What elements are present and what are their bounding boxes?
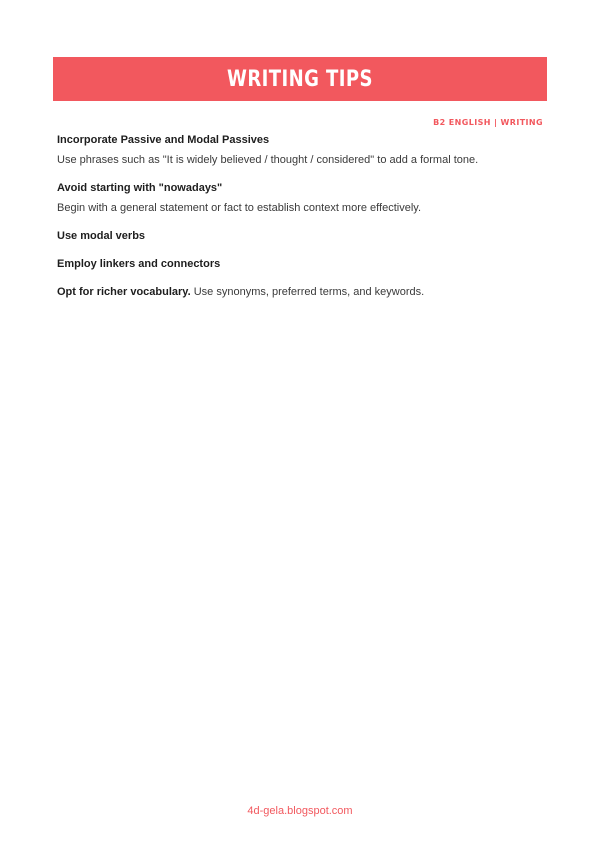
footer-link[interactable]: 4d-gela.blogspot.com — [247, 805, 353, 817]
tip-linkers — [57, 256, 547, 272]
tip-inline — [57, 284, 547, 300]
tip-vocabulary — [57, 284, 547, 300]
tip-heading: Use modal verbs — [57, 230, 146, 242]
tip-body: Use phrases such as "It is widely believed / thought / considered" to add a formal tone. — [57, 154, 479, 166]
page-title: WRITING TIPS — [227, 66, 373, 92]
tips-list — [57, 132, 547, 300]
tip-modal-verbs — [57, 228, 547, 244]
tip-heading: Incorporate Passive and Modal Passives — [57, 134, 270, 146]
tip-body: Begin with a general statement or fact to establish context more effectively. — [57, 202, 422, 214]
tip-heading: Avoid starting with "nowadays" — [57, 182, 223, 194]
tip-passive — [57, 132, 547, 168]
tip-heading: Opt for richer vocabulary. — [57, 286, 191, 298]
document-subtitle: B2 ENGLISH | WRITING — [433, 118, 543, 127]
tip-heading: Employ linkers and connectors — [57, 258, 221, 270]
header-banner — [53, 57, 547, 101]
tip-nowadays — [57, 180, 547, 216]
tip-body: Use synonyms, preferred terms, and keywords. — [190, 286, 425, 298]
